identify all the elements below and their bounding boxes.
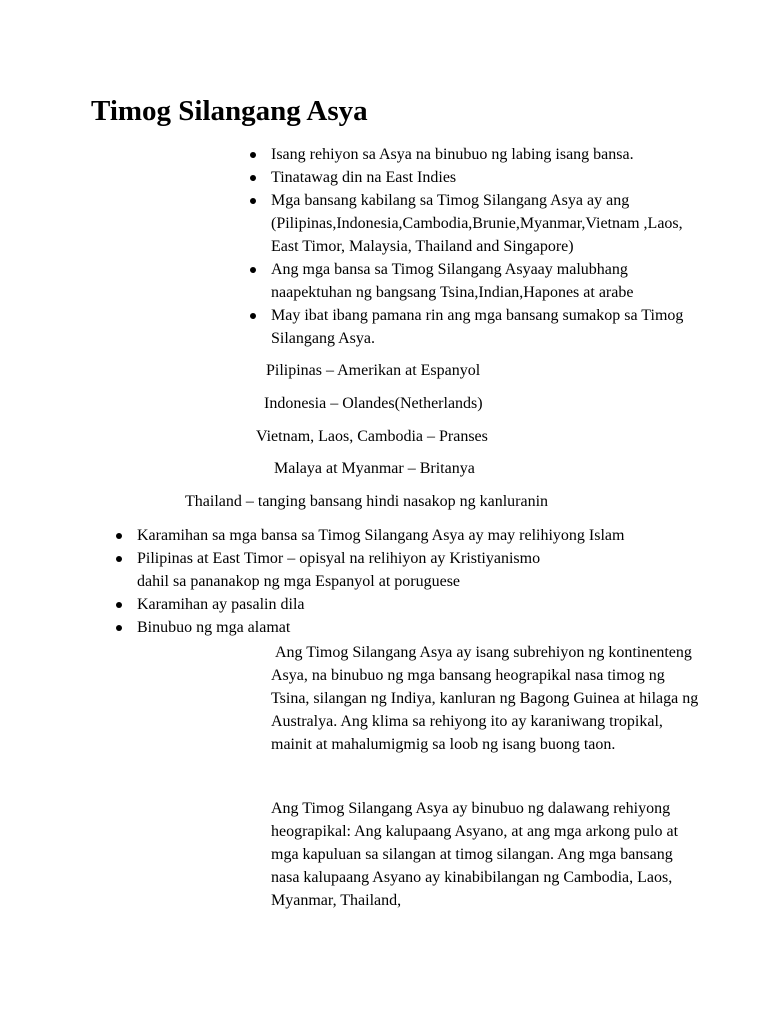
bullet-icon <box>250 267 256 273</box>
bullet-icon <box>250 152 256 158</box>
list-item-text: Pilipinas at East Timor – opisyal na relihiyon ay Kristiyanismo dahil sa pananakop ng mga Espanyol at poruguese <box>137 550 541 590</box>
list-item <box>250 189 690 258</box>
bottom-bullet-list <box>116 524 696 639</box>
list-item <box>116 593 696 616</box>
bullet-icon <box>116 602 122 608</box>
bullet-icon <box>250 313 256 319</box>
page-title: Timog Silangang Asya <box>91 95 368 127</box>
list-item-text: Binubuo ng mga alamat <box>137 619 291 636</box>
bullet-icon <box>116 625 122 631</box>
bullet-icon <box>250 175 256 181</box>
list-item-text: Isang rehiyon sa Asya na binubuo ng labing isang bansa. <box>271 146 634 163</box>
list-item-text: Mga bansang kabilang sa Timog Silangang Asya ay ang (Pilipinas,Indonesia,Cambodia,Brunie,Myanmar,Vietnam ,Laos, East Timor, Malaysia, Thailand and Singapore) <box>271 192 683 255</box>
top-bullet-list <box>250 143 690 350</box>
colonizer-line-thailand: Thailand – tanging bansang hindi nasakop ng kanluranin <box>185 493 549 510</box>
paragraph-geography: Ang Timog Silangang Asya ay binubuo ng dalawang rehiyong heograpikal: Ang kalupaang Asyano, at ang mga arkong pulo at mga kapuluan sa silangan at timog silangan. Ang mga bansang nasa kalupaang Asyano ay kinabibilangan ng Cambodia, Laos, Myanmar, Thailand, <box>271 800 679 909</box>
list-item <box>116 547 696 593</box>
list-item <box>250 166 690 189</box>
colonizer-line-pilipinas: Pilipinas – Amerikan at Espanyol <box>266 362 481 379</box>
list-item-text: Karamihan sa mga bansa sa Timog Silangang Asya ay may relihiyong Islam <box>137 527 625 544</box>
list-item <box>250 143 690 166</box>
colonizer-line-indonesia: Indonesia – Olandes(Netherlands) <box>264 395 483 412</box>
bullet-icon <box>116 533 122 539</box>
list-item <box>250 304 690 350</box>
colonizer-line-malaya: Malaya at Myanmar – Britanya <box>274 460 475 477</box>
colonizer-line-indochina: Vietnam, Laos, Cambodia – Pranses <box>256 428 488 445</box>
bullet-icon <box>250 198 256 204</box>
bullet-icon <box>116 556 122 562</box>
list-item-text: Tinatawag din na East Indies <box>271 169 457 186</box>
list-item-text: May ibat ibang pamana rin ang mga bansang sumakop sa Timog Silangang Asya. <box>271 307 684 347</box>
paragraph-intro: Ang Timog Silangang Asya ay isang subrehiyon ng kontinenteng Asya, na binubuo ng mga bansang heograpikal nasa timog ng Tsina, silangan ng Indiya, kanluran ng Bagong Guinea at hilaga ng Australya. Ang klima sa rehiyong ito ay karaniwang tropikal, mainit at mahalumigmig sa loob ng isang buong taon. <box>271 644 699 753</box>
list-item-text: Ang mga bansa sa Timog Silangang Asyaay malubhang naapektuhan ng bangsang Tsina,Indian,Hapones at arabe <box>271 261 634 301</box>
list-item <box>116 616 696 639</box>
list-item-text: Karamihan ay pasalin dila <box>137 596 305 613</box>
list-item <box>250 258 690 304</box>
list-item <box>116 524 696 547</box>
